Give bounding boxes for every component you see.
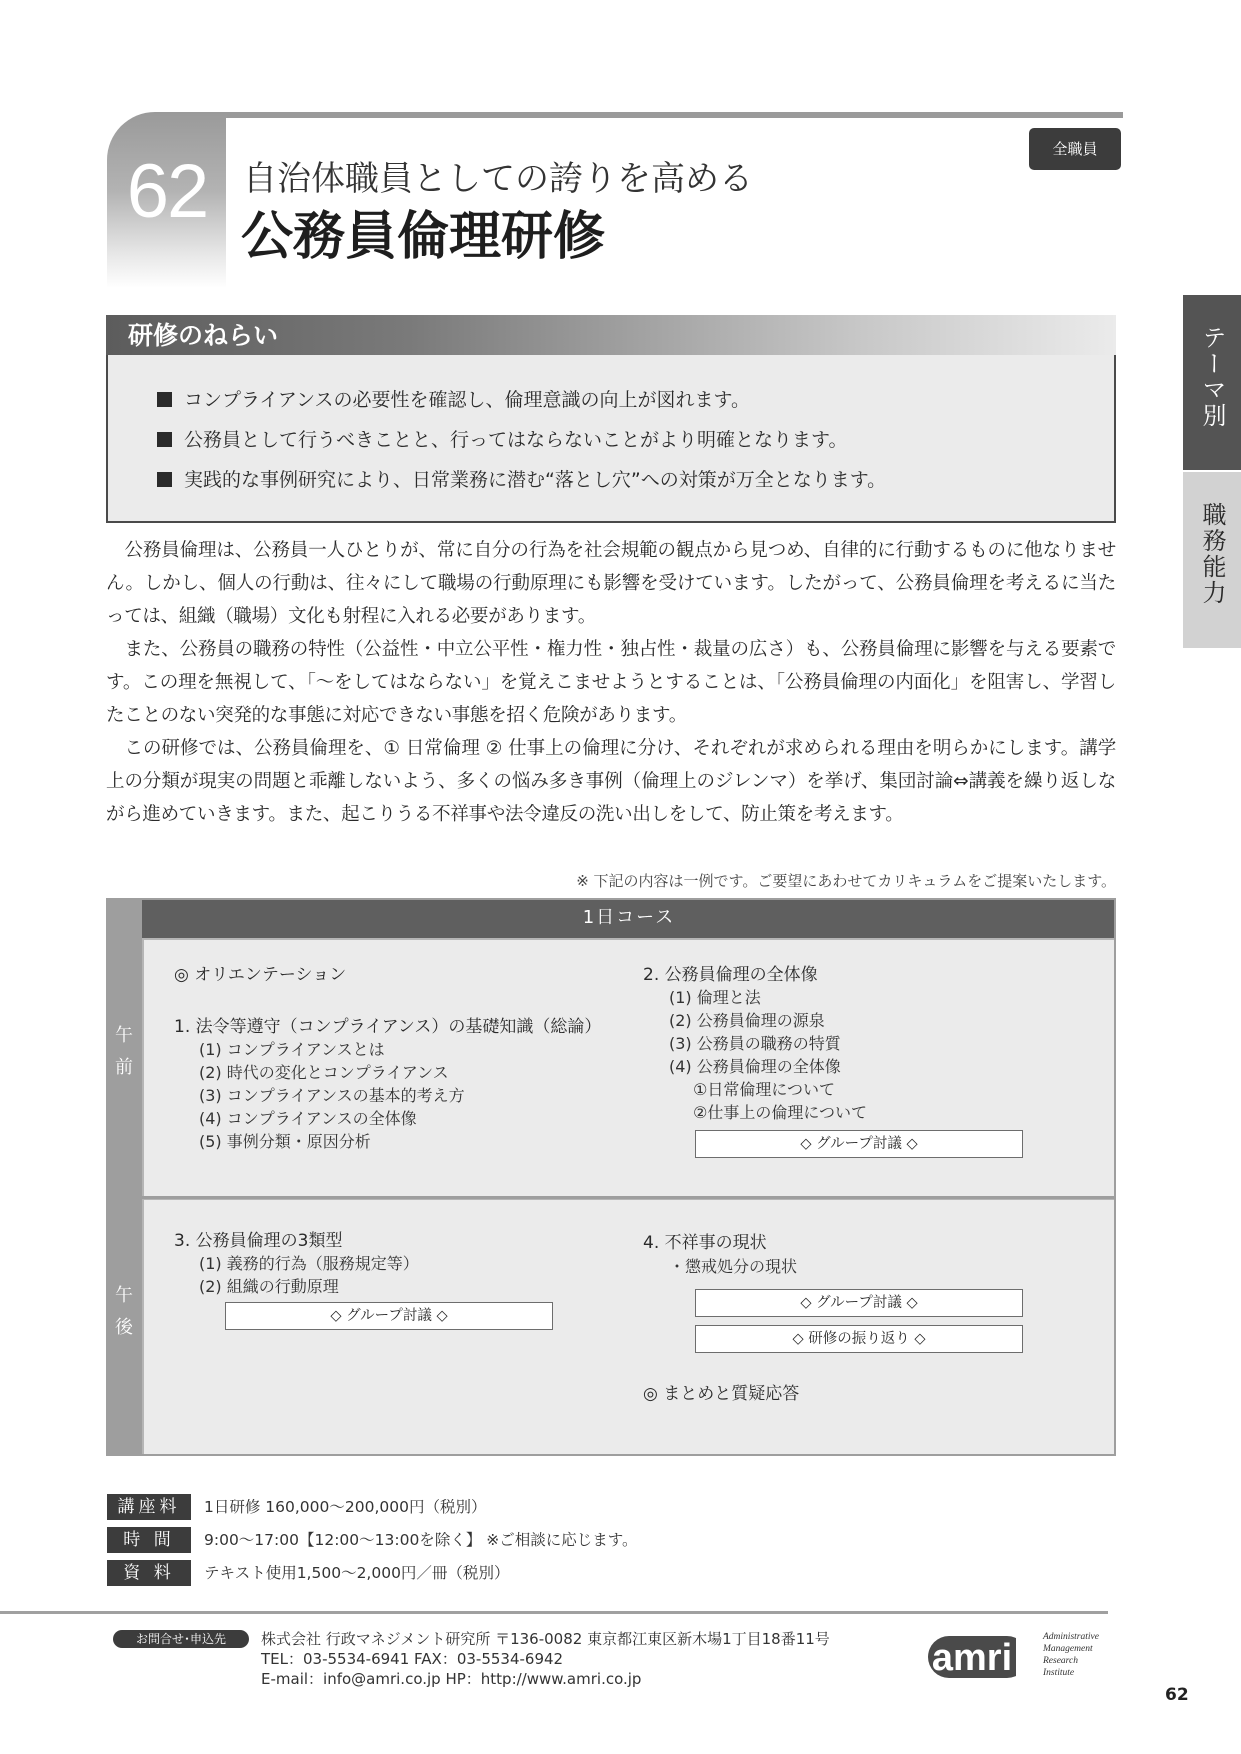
- course-length: 1日コース: [582, 907, 676, 928]
- aims-list: [157, 380, 886, 500]
- square-bullet-icon: [157, 392, 172, 407]
- curriculum-subitem: (5) 事例分類・原因分析: [199, 1132, 371, 1151]
- curriculum-subitem: (1) 倫理と法: [669, 988, 761, 1007]
- description-paragraph: また、公務員の職務の特性（公益性・中立公平性・権力性・独占性・裁量の広さ）も、公務員倫理に影響を与える要素です。この理を無視して、「～をしてはならない」を覚えこませようとすることは、「公務員倫理の内面化」を阻害し、学習したことのない突発的な事態に対応できない事態を招く危険があります。: [106, 639, 1116, 726]
- chapter-number: 62: [126, 149, 208, 234]
- side-tab-theme[interactable]: [1183, 295, 1241, 470]
- curriculum-item: 2. 公務員倫理の全体像: [643, 965, 818, 985]
- curriculum-subitem: (4) 公務員倫理の全体像: [669, 1057, 841, 1076]
- svg-text:amri: amri: [931, 1637, 1013, 1679]
- description-paragraph: この研修では、公務員倫理を、① 日常倫理 ② 仕事上の倫理に分け、それぞれが求められる理由を明らかにします。講学上の分類が現実の問題と乖離しないよう、多くの悩み多き事例（倫理上のジレンマ）を挙げ、集団討論⇔講義を繰り返しながら進めていきます。また、起こりうる不祥事や法令違反の洗い出しをして、防止策を考えます。: [106, 738, 1116, 825]
- curriculum-subitem: ①日常倫理について: [693, 1080, 836, 1099]
- logo-wordmark: Administrative Management Research Institute: [1043, 1632, 1099, 1678]
- aims-heading: 研修のねらい: [128, 321, 279, 350]
- contact-label: お問合せ･申込先: [113, 1630, 249, 1648]
- description-paragraph: 公務員倫理は、公務員一人ひとりが、常に自分の行為を社会規範の観点から見つめ、自律的に行動するものに他なりません。しかし、個人の行動は、往々にして職場の行動原理にも影響を受けています。したがって、公務員倫理を考えるに当たっては、組織（職場）文化も射程に入れる必要があります。: [106, 540, 1117, 627]
- group-discussion-box: ◇ グループ討議 ◇: [695, 1130, 1023, 1158]
- header-rule: [225, 112, 1123, 118]
- amri-logo: [928, 1632, 1028, 1680]
- curriculum-subitem: (1) コンプライアンスとは: [199, 1040, 385, 1059]
- curriculum-item: 4. 不祥事の現状: [643, 1233, 767, 1253]
- contact-web[interactable]: E-mail：info@amri.co.jp HP：http://www.amri.co.jp: [261, 1670, 642, 1688]
- aims-item: 実践的な事例研究により、日常業務に潜む“落とし穴”への対策が万全となります。: [157, 460, 886, 500]
- page-subtitle: 自治体職員としての誇りを高める: [243, 159, 753, 199]
- side-tab-theme-label: テーマ別: [1198, 325, 1226, 429]
- side-tab-skills[interactable]: [1183, 472, 1241, 648]
- chapter-divider: [226, 118, 228, 288]
- footer-rule: [0, 1611, 1108, 1614]
- contact-address: 株式会社 行政マネジメント研究所 〒136-0082 東京都江東区新木場1丁目18番11号: [261, 1630, 830, 1648]
- period-afternoon: 午 後: [115, 1285, 133, 1338]
- period-divider: [106, 1196, 1116, 1199]
- fee-label: 講座料: [107, 1494, 191, 1520]
- description: [106, 534, 1116, 831]
- material-value: テキスト使用1,500～2,000円／冊（税別）: [204, 1564, 510, 1582]
- page-title: 公務員倫理研修: [241, 207, 606, 267]
- curriculum-item: 1. 法令等遵守（コンプライアンス）の基礎知識（総論）: [174, 1017, 602, 1037]
- curriculum-note: ※ 下記の内容は一例です。ご要望にあわせてカリキュラムをご提案いたします。: [576, 872, 1116, 890]
- curriculum-subitem: ・懲戒処分の現状: [669, 1257, 798, 1276]
- contact-phone: TEL：03-5534-6941 FAX：03-5534-6942: [261, 1650, 564, 1668]
- fee-value: 1日研修 160,000～200,000円（税別）: [204, 1498, 487, 1516]
- curriculum-subitem: (2) 時代の変化とコンプライアンス: [199, 1063, 449, 1082]
- curriculum-item: ◎ まとめと質疑応答: [643, 1384, 800, 1404]
- time-value: 9:00～17:00【12:00～13:00を除く】 ※ご相談に応じます。: [204, 1531, 638, 1549]
- curriculum-subitem: (4) コンプライアンスの全体像: [199, 1109, 417, 1128]
- time-label: 時 間: [107, 1527, 191, 1553]
- curriculum-subitem: (1) 義務的行為（服務規定等）: [199, 1254, 419, 1273]
- aims-item: コンプライアンスの必要性を確認し、倫理意識の向上が図れます。: [157, 380, 886, 420]
- curriculum-subitem: (3) コンプライアンスの基本的考え方: [199, 1086, 465, 1105]
- amri-logo-icon: [928, 1632, 1028, 1680]
- curriculum-item: ◎ オリエンテーション: [174, 965, 347, 985]
- period-morning: 午 前: [115, 1025, 133, 1078]
- target-badge: 全職員: [1029, 128, 1121, 170]
- side-tab-skills-label: 職務能力: [1198, 502, 1226, 606]
- curriculum-item: 3. 公務員倫理の3類型: [174, 1231, 343, 1251]
- aims-item: 公務員として行うべきことと、行ってはならないことがより明確となります。: [157, 420, 886, 460]
- curriculum-subitem: (2) 公務員倫理の源泉: [669, 1011, 825, 1030]
- page-number: 62: [1165, 1685, 1189, 1705]
- material-label: 資 料: [107, 1560, 191, 1586]
- square-bullet-icon: [157, 432, 172, 447]
- group-discussion-box: ◇ グループ討議 ◇: [695, 1289, 1023, 1317]
- curriculum-subitem: (2) 組織の行動原理: [199, 1277, 339, 1296]
- curriculum-subitem: (3) 公務員の職務の特質: [669, 1034, 841, 1053]
- square-bullet-icon: [157, 472, 172, 487]
- curriculum-subitem: ②仕事上の倫理について: [693, 1103, 868, 1122]
- group-discussion-box: ◇ グループ討議 ◇: [225, 1302, 553, 1330]
- review-box: ◇ 研修の振り返り ◇: [695, 1325, 1023, 1353]
